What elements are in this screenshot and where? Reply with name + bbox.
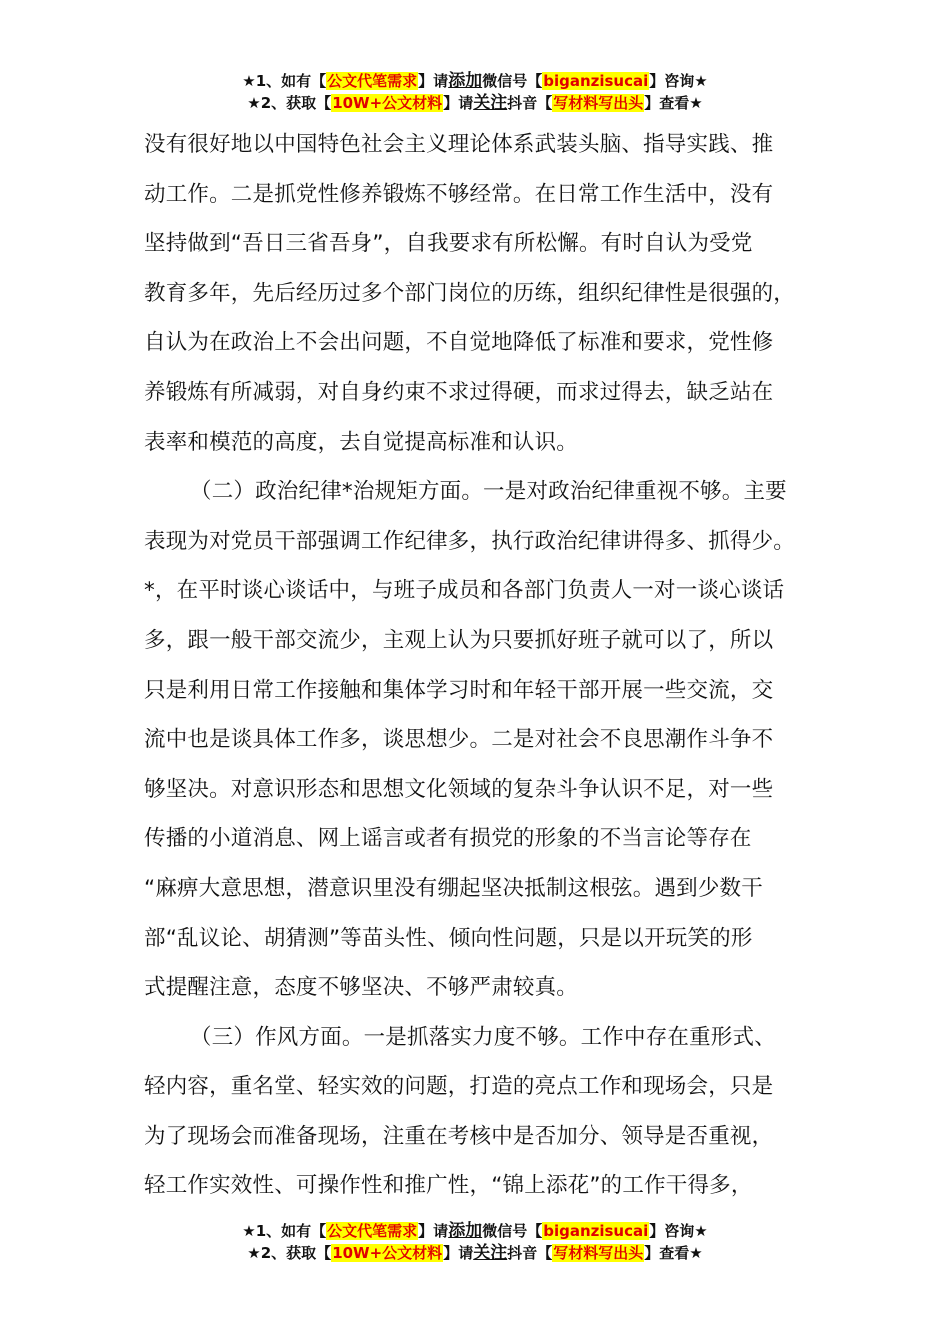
- text-line: 坚持做到“吾日三省吾身”，自我要求有所松懈。有时自认为受党: [144, 231, 753, 257]
- banner-text: 微信号【: [482, 72, 543, 90]
- text-line: 部“乱议论、胡猜测”等苗头性、倾向性问题，只是以开玩笑的形: [144, 925, 753, 951]
- banner-line-2: [0, 1242, 950, 1264]
- banner-text: 】请: [443, 94, 474, 112]
- banner-text: ★1、如有【: [242, 1222, 327, 1240]
- banner-highlight: biganzisucai: [543, 1222, 649, 1240]
- text-line: 表率和模范的高度，去自觉提高标准和认识。: [144, 429, 579, 455]
- text-line: 自认为在政治上不会出问题，不自觉地降低了标准和要求，党性修: [144, 330, 774, 356]
- text-line: 轻工作实效性、可操作性和推广性，“锦上添花”的工作干得多，: [144, 1173, 753, 1199]
- text-line: 轻内容，重名堂、轻实效的问题，打造的亮点工作和现场会，只是: [144, 1074, 774, 1100]
- section-heading-line: （二）政治纪律*治规矩方面。一是对政治纪律重视不够。主要: [190, 479, 787, 505]
- text-line: “麻痹大意思想，潜意识里没有绷起坚决抵制这根弦。遇到少数干: [144, 875, 763, 901]
- banner-emphasis: 添加: [448, 1221, 483, 1241]
- text-line: *，在平时谈心谈话中，与班子成员和各部门负责人一对一谈心谈话: [144, 578, 785, 604]
- banner-text: ★1、如有【: [242, 72, 327, 90]
- banner-text: 】查看★: [644, 94, 703, 112]
- banner-highlight: 写材料写出头: [553, 1244, 644, 1262]
- text-line: 没有很好地以中国特色社会主义理论体系武装头脑、指导实践、推: [144, 132, 774, 157]
- document-body: [144, 120, 834, 1211]
- text-line: 多，跟一般干部交流少，主观上认为只要抓好班子就可以了，所以: [144, 627, 774, 653]
- banner-highlight: 10W+公文材料: [332, 1244, 443, 1262]
- banner-text: ★2、获取【: [247, 1244, 332, 1262]
- text-line: 流中也是谈具体工作多，谈思想少。二是对社会不良思潮作斗争不: [144, 727, 774, 753]
- text-line: 教育多年，先后经历过多个部门岗位的历练，组织纪律性是很强的，: [144, 280, 796, 306]
- text-line: 表现为对党员干部强调工作纪律多，执行政治纪律讲得多、抓得少。: [144, 528, 796, 554]
- banner-text: 抖音【: [507, 1244, 553, 1262]
- banner-line-1: [0, 1220, 950, 1242]
- top-banner: [0, 70, 950, 114]
- banner-emphasis: 添加: [448, 71, 483, 91]
- banner-line-1: [0, 70, 950, 92]
- banner-text: 】请: [418, 1222, 449, 1240]
- banner-highlight: 写材料写出头: [553, 94, 644, 112]
- text-line: 只是利用日常工作接触和集体学习时和年轻干部开展一些交流，交: [144, 677, 774, 703]
- banner-highlight: 公文代笔需求: [327, 72, 418, 90]
- banner-text: 】请: [443, 1244, 474, 1262]
- bottom-banner: [0, 1220, 950, 1264]
- banner-emphasis: 关注: [473, 93, 508, 113]
- section-heading-line: （三）作风方面。一是抓落实力度不够。工作中存在重形式、: [190, 1024, 776, 1050]
- text-line: 为了现场会而准备现场，注重在考核中是否加分、领导是否重视，: [144, 1123, 774, 1149]
- banner-text: 抖音【: [507, 94, 553, 112]
- banner-text: 】请: [418, 72, 449, 90]
- banner-text: 】查看★: [644, 1244, 703, 1262]
- text-line: 传播的小道消息、网上谣言或者有损党的形象的不当言论等存在: [144, 826, 752, 852]
- banner-highlight: 公文代笔需求: [327, 1222, 418, 1240]
- text-line: 式提醒注意，态度不够坚决、不够严肃较真。: [144, 975, 579, 1001]
- banner-text: 微信号【: [482, 1222, 543, 1240]
- banner-text: 】咨询★: [649, 72, 708, 90]
- banner-highlight: biganzisucai: [543, 72, 649, 90]
- banner-text: 】咨询★: [649, 1222, 708, 1240]
- banner-line-2: [0, 92, 950, 114]
- text-line: 养锻炼有所减弱，对自身约束不求过得硬，而求过得去，缺乏站在: [144, 379, 774, 405]
- banner-highlight: 10W+公文材料: [332, 94, 443, 112]
- banner-emphasis: 关注: [473, 1243, 508, 1263]
- text-line: 动工作。二是抓党性修养锻炼不够经常。在日常工作生活中，没有: [144, 181, 774, 207]
- text-line: 够坚决。对意识形态和思想文化领域的复杂斗争认识不足，对一些: [144, 776, 774, 802]
- banner-text: ★2、获取【: [247, 94, 332, 112]
